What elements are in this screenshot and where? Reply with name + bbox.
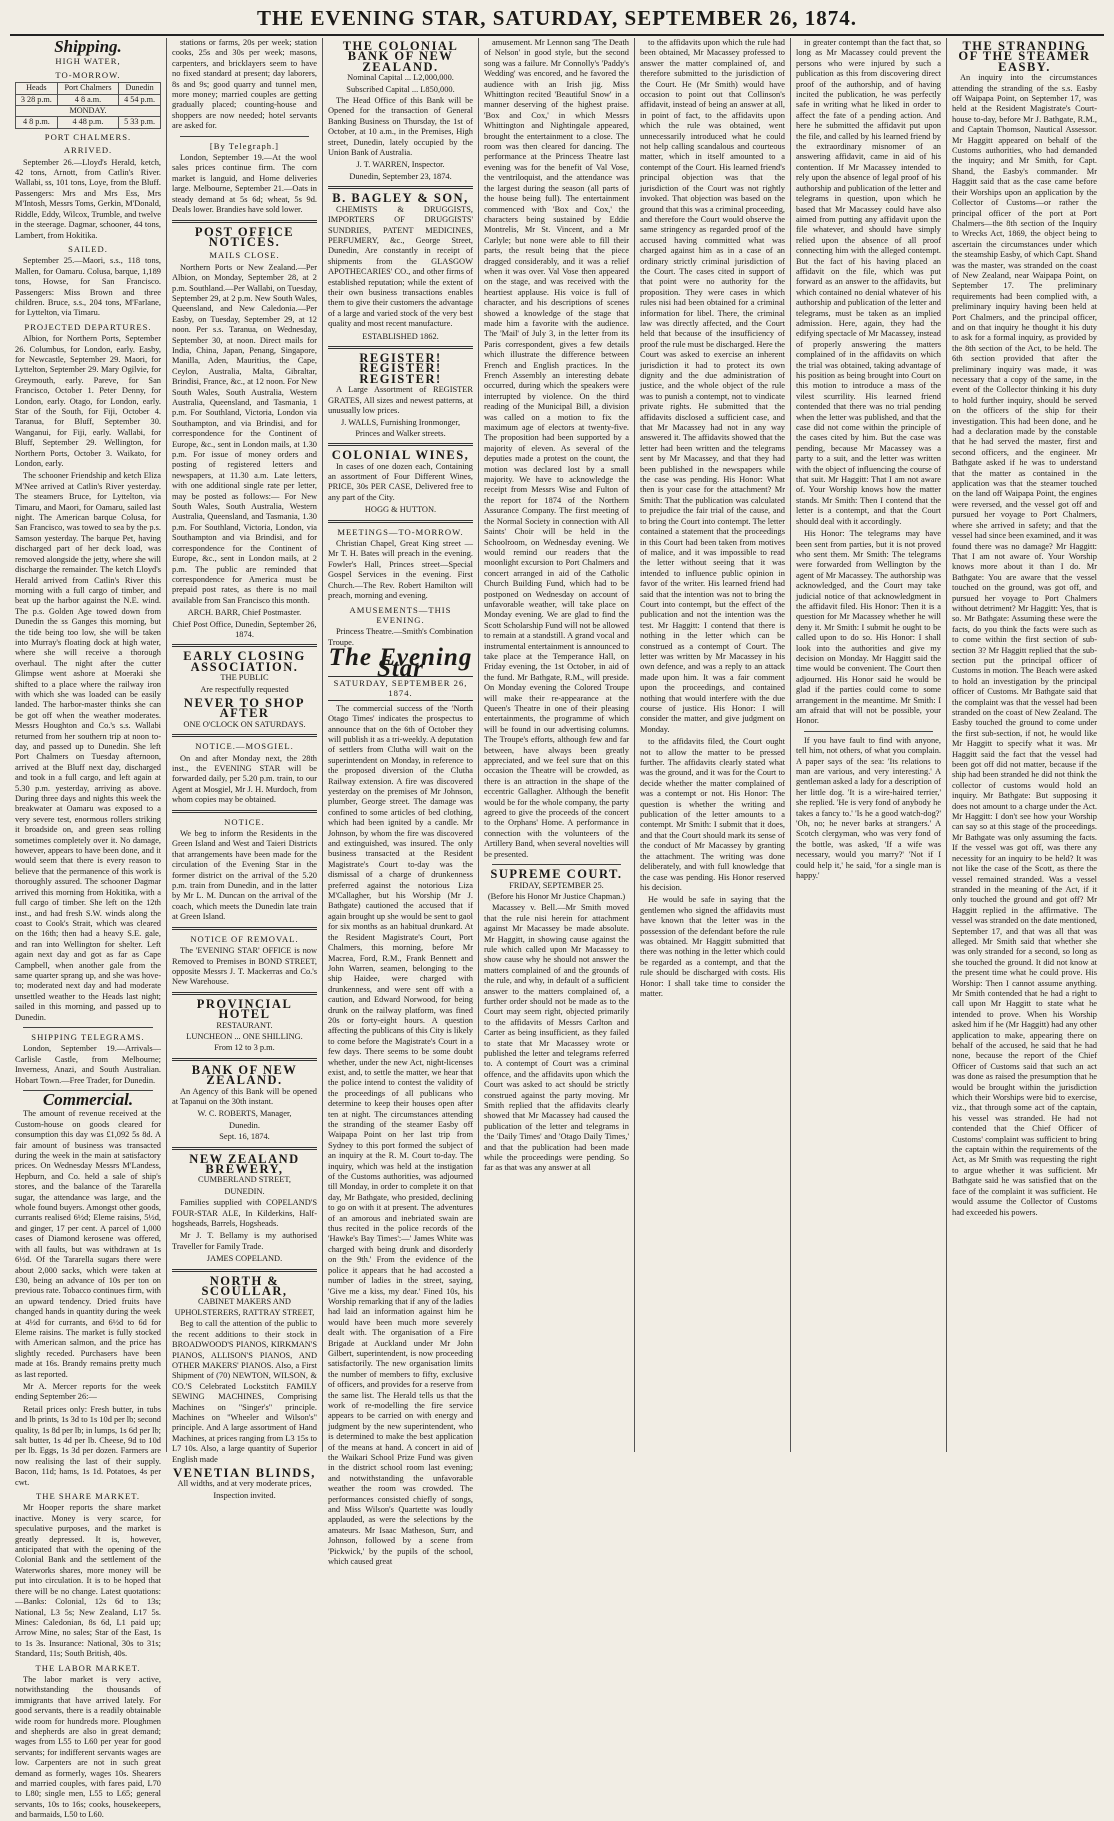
evening-star-banner: The Evening Star <box>328 644 473 682</box>
divider <box>172 1058 317 1061</box>
bagley-text: CHEMISTS & DRUGGISTS, IMPORTERS OF DRUGGISTS' SUNDRIES, PATENT MEDICINES, PERFUMERY, &c., George Street, Dunedin, Are constantly in receipt of shipments from the GLASGOW APOTHECARIES' CO., and other firms of established reputation; while the extent of their own business transactions enables them to give their customers the advantage of a large and varied stock of the very best quality and most recent manufacture. <box>328 204 473 329</box>
early-closing-line: Are respectfully requested <box>200 684 289 694</box>
colonial-bank-text: The Head Office of this Bank will be Opened for the transaction of General Banking Business on Thursday, the 1st of October, at 10 a.m., in the Premises, High street, Dunedin, lately occupied by the Union Bank of Australia. <box>328 96 473 158</box>
divider <box>172 644 317 647</box>
mails-close: MAILS CLOSE. <box>209 250 280 261</box>
labor-heading: THE LABOR MARKET. <box>35 1662 141 1673</box>
tide-cell: 5 33 p.m. <box>119 117 161 128</box>
post-office-text: Northern Ports or New Zealand.—Per Albion, on Monday, September 28, at 2 p.m. Southland.—Per Wallabi, on Tuesday, September 29, at 2 p.m. New South Wales, Queensland, and New Caledonia.—Per Easby, on Tuesday, September 29, at 12 noon. Per s.s. Taranua, on Wednesday, September 30, at noon. Direct mails for India, China, Japan, Penang, Singapore, Manilla, Aden, Mauritius, the Cape, Ceylon, Australia, Malta, Gibraltar, Brindisi, France, &c., at 12 noon. For New South Wales, South Australia, Western Australia, Queensland, and Tasmania, 1 p.m. For Southland, Victoria, London via Southampton, and via Brindisi, and for correspondence for the Continent of Europe, &c., sent in London mails, at 1.30 p.m. For issue of money orders and posting of registered letters and newspapers, at 11.30 a.m. Late letters, with one additional single rate per letter, may be posted as follows:— For New South Wales, South Australia, Western Australia, Queensland, and Tasmania, 1.30 p.m. For Southland, Victoria, London, via Southampton and via Brindisi, and for correspondence for the Continent of Europe, &c., sent in London mails, at 2 p.m. The public are reminded that correspondence for America must be prepaid post rates, as there is no mail available from San Francisco this month. <box>172 262 317 605</box>
easby-heading: THE STRANDING OF THE STEAMER EASBY. <box>958 39 1091 74</box>
register-heading: REGISTER! REGISTER! REGISTER! <box>359 350 442 386</box>
hotel-sub: RESTAURANT. <box>216 1020 273 1030</box>
arrived-text: September 26.—Lloyd's Herald, ketch, 42 tons, Arnott, from Catlin's River. Wallabi, ss, 101 tons, Loye, from the Bluff. Passengers: Mrs and Mrs Ess, Mrs M'Intosh, Messrs Toms, Gerkin, M'Donald, Riddle, Eddy, Wilcox, Trumble, and twelve in the steerage. Dagmar, schooner, 44 tons, Lambert, from Hokitika. <box>15 157 161 240</box>
telegraph-text: London, September 19.—At the wool sales prices continue firm. The corn market is languid, and Home deliveries large. Melbourne, September 21.—Oats in steady demand at 5s 6d; wheat, 5s 9d. Deals lower. Brandies have sold lower. <box>172 153 317 215</box>
colonial-bank-heading: THE COLONIAL BANK OF NEW ZEALAND. <box>342 39 459 74</box>
court-text: He would be safe in saying that the gentlemen who signed the affidavits must have known that the letter was in the possession of the defendant before the rule was obtained. Mr Haggitt submitted that there was nothing in the letter which could be regarded as a contempt, and that the rule should be discharged with costs. His Honor: I shall take time to consider the matter. <box>640 895 785 998</box>
post-sign: ARCH. BARR, Chief Postmaster. <box>187 608 302 618</box>
commercial-heading: Commercial. <box>42 1090 134 1109</box>
hotel-hours: From 12 to 3 p.m. <box>214 1043 275 1053</box>
easby-text: An inquiry into the circumstances attending the stranding of the s.s. Easby off Waipapa Point, on September 17, was held at the Resident Magistrate's Court-house to-day, before Mr J. Bathgate, R.M., and Captain Thomson, Nautical Assessor. Mr Haggitt appeared on behalf of the Customs authorities, who had demanded the inquiry; and Mr Smith, for Capt. Shand, the Easby's commander. Mr Haggitt said that as the case came before their Worships upon an application by the Collector of Customs—or rather the principal officer of the port at Port Chalmers—the 8th section of the Inquiry to Wrecks Act, 1869, the object being to ascertain the circumstances under which the steamship Easby, of which Capt. Shand was the master, was stranded on the coast of New Zealand, near Waipapa Point, on September 17. The preliminary requirements had been complied with, a preliminary inquiry having been held at Port Chalmers, and the principal officer, and on that inquiry he thought it his duty to ask for a formal inquiry, as provided by the 8th section of the Act, to be held. The 6th section provided that after the preliminary inquiry was made, it was necessary that a copy of the same, in the event of the Collector thinking it his duty to hold further inquiry, should be served on the officers of the ship for their investigation. This had been done, and he had a declaration made by the constable that he had served the master, first and second officers, and the engineer. Mr Bathgate asked if he was to understand that the matter as contained in the application was that the steamer touched on the land off Waipapa Point, the engines were reversed, and the vessel got off and pursued her voyage to Port Chalmers, where she arrived in safety; and that the vessel had since been examined, and it was found there was no damage? Mr Haggitt: That I am not aware of. Your Worship knows more about it than I do. Mr Bathgate: You are aware that the vessel touched on the ground, was got off, and pursued her voyage to Port Chalmers without detriment? Mr Haggitt: Yes, that is so. Mr Bathgate: Assuming these were the facts, do you think the facts were such as to come within the first section of sub-section 3? Mr Haggitt replied that the sub-section put the principal officer of Customs in motion. The Beach were asked to hold an investigation by the principal officer of Customs. Mr Bathgate said that the complaint was that the vessel had been stranded on the coast of New Zealand. The Easby touched the ground to come under the first sub-section, if not, he would like Mr Haggitt to specify what it was. Mr Haggitt said the fact that the vessel had been got off did not matter, because if the ship had been stranded he did not think the collector of customs would hold an inquiry. Mr Bathgate: But supposing it does not amount to a charge under the Act. Mr Haggitt: I don't see how your Worship can say so at this stage of the proceedings. Mr Bathgate was only assuming the facts. If the vessel was got off, was there any necessity for an inquiry to be held? It was not like the case of the Scott, as there the vessel remained stranded. Was a vessel stranded in the meaning of the Act, if it only touched the ground and got off? Mr Haggitt replied in the affirmative. The vessel was stranded on the date mentioned, September 17, and that was all that was alleged. Mr Smith said that whether she was only stranded for a second, so long as she touched the ground. It did not know at the present time what he could prove. His Worship: Then I cannot assume anything. Mr Smith contended that he had a right to call upon Mr Haggitt to state what he intended to prove. When his Worship asked him if he (Mr Haggitt) had any other application to make, appearing there on behalf of the accused, he said that he had none, because the report of the Chief Officer of Customs said that such an act was done as raised the presumption that he would be brought within the jurisdiction which their Worships were bid to exercise, viz., that through some act of the captain, his vessel was stranded. He had not contended that the Chief Officer of Customs' complaint was sufficient to bring the captain within the requirements of the Act, as Mr Smith was requesting the right to argue whether it was sufficient. Mr Bathgate said he was satisfied that on the face of the complaint it was sufficient. He would assume the Collector of Customs had exceeded his powers. <box>952 73 1097 1217</box>
removal-heading: NOTICE OF REMOVAL. <box>190 933 299 944</box>
telegraph-heading: [By Telegraph.] <box>209 140 280 151</box>
bank-date: Sept. 16, 1874. <box>219 1132 270 1142</box>
divider <box>172 992 317 995</box>
north-sub: CABINET MAKERS AND UPHOLSTERERS, RATTRAY STREET, <box>174 1297 315 1317</box>
early-closing-sub: THE PUBLIC <box>220 673 269 683</box>
tide-cell: 4 54 p.m. <box>119 94 161 105</box>
divider <box>172 810 317 813</box>
capital-nominal: Nominal Capital ... L2,000,000. <box>347 73 454 83</box>
divider <box>328 520 473 523</box>
news-continued: amusement. Mr Lennon sang 'The Death of Nelson' in good style, but the second song was a failure. Mr Connolly's 'Paddy's Wedding' was encored, and he favored the audience with an Irish jig. Miss Whittington recited 'Beautiful Snow' in a manner deserving of the highest praise. 'Box and Cox,' in which Messrs Whittington and Nightingale appeared, brought the entertainment to a close. The room was then cleared for dancing. The performance at the Princess Theatre last evening was for the benefit of Val Vose, the ventriloquist, and the attendance was the largest during the season (all parts of the house being full). The entertainment commenced with 'Box and Cox,' the characters being sustained by Eddie Montrelis, Mr St. Vincent, and a Mr Carlyle; but none were able to fill their parts, the result being that the piece dragged considerably, and it was a relief when it was over. Val Vose then appeared on the stage, and was received with the heartiest applause. His voice is full of character, and his descriptions of scenes showed a knowledge of the stage that made him a favorite with the audience. The 'Mail' of July 3, in the letter from its Paris correspondent, gives a few details which illustrate the difference between French and English practices. In the French Assembly an interesting debate occurred, during which the speakers were interrupted by violence. On the third reading of the Municipal Bill, a division was called on a motion to fix the maximum age of electors at twenty-five. The proposition had been supported by a majority of eleven. As several of the deputies made a protest on the count, the motion was declared lost by a small majority. We have to acknowledge the receipt from Messrs Wise and Fulton of the report for 1874 of the Northern Assurance Company. The first meeting of the Normal Society in connection with All Saints' Choir will be held in the Schoolroom, on Wednesday evening. We would remind our readers that the moonlight excursion to Port Chalmers and concert arranged in aid of the Catholic Church Building Fund, which had to be postponed on Wednesday on account of unfavorable weather, will take place on Monday evening. We are glad to find the Scott Scholarship Fund will not be allowed to remain at a standstill. A grand vocal and instrumental entertainment is announced to take place at the Temperance Hall, on Friday evening, the 1st October, in aid of the fund. Mr Bathgate, R.M., will preside. On Monday evening the Colored Troupe will make their re-appearance at the Queen's Theatre in one of their pleasing entertainments, the programme of which will be found in our advertising columns. The Troupe's efforts, although few and far between, have always been greatly appreciated, and we feel sure that on this occasion the Theatre will be crowded, as there is an attraction in the shape of the eccentric Gallagher. Although the benefit would be for the whole company, the party agreed to give the proceeds of the concert to the Orphans' Home. A performance in connection with the volunteers of the Artillery Band, when several novelties will be presented. <box>484 38 629 859</box>
amusements-heading: AMUSEMENTS—THIS EVENING. <box>349 604 452 625</box>
bagley-heading: B. BAGLEY & SON, <box>332 191 469 206</box>
telegrams-heading: SHIPPING TELEGRAMS. <box>31 1031 145 1042</box>
court-text: His Honor: The telegrams may have been sent from parties, but it is not proved who sent them. Mr Smith: The telegrams were forwarded from Wellington by the agent of Mr Macassey. The authorship was acknowledged, and the Court may take judicial notice of that acknowledgment in the affidavit filed. His Honor: Then it is a question for Mr Macassey whether he will deny it. Mr Smith: I submit he ought to be called upon to do so. His Honor: I shall look into the authorities and give my decision on Monday. Mr Haggitt said the time would be convenient. The Court then adjourned. His Honor said he would be glad if the parties could come to some arrangement in the meantime. Mr Smith: I am afraid that will not be possible, your Honor. <box>796 529 941 726</box>
hotel-heading: PROVINCIAL HOTEL <box>196 996 293 1022</box>
column-4 <box>478 38 634 1452</box>
amusements-text: Princess Theatre.—Smith's Combination Troupe. <box>328 627 473 647</box>
supreme-court-before: (Before his Honor Mr Justice Chapman.) <box>487 891 626 901</box>
tide-cell: 3 28 p.m. <box>16 94 58 105</box>
colonial-bank-date: Dunedin, September 23, 1874. <box>349 171 452 181</box>
post-office-heading: POST OFFICE NOTICES. <box>194 224 295 249</box>
divider <box>492 864 621 865</box>
notice-heading: NOTICE. <box>224 816 265 827</box>
divider <box>180 136 309 137</box>
early-closing-line: NEVER TO SHOP AFTER <box>183 695 306 721</box>
lead-text: The commercial success of the 'North Otago Times' indicates the prospectus to announce that on the 6th of October they will publish it as a tri-weekly. A deputation of settlers from Clutha will wait on the superintendent on Monday, in reference to the proposed diversion of the Clutha Railway extension. A fire was discovered yesterday on the premises of Mr Johnson, plumber, George street. The damage was confined to some articles of bed clothing, which had been ignited by a candle. Mr Johnson, by whom the fire was discovered and extinguished, was insured. The only business transacted at the Resident Magistrate's Court to-day was the dismissal of a charge of drunkenness preferred against the notorious Liza M'Callagher, but his Worship (Mr J. Bathgate) cautioned the accused that if again brought up she would be sent to gaol for six months as an habitual drunkard. At the Resident Magistrate's Court, Port Chalmers, this morning, before Mr Macrea, Ford, R.M., Frank Bennett and John Warren, seamen, belonging to the ship Haidee, were charged with drunkenness, and were sent off with a caution, and Edward Norwood, for being drunk on the railway platform, was fined 20s or forty-eight hours. A question affecting the publicans of this City is likely to come before the Magistrate's Court in a few days. There seems to be some doubt whether, under the new Act, night-licenses exist, and, to settle the matter, we hear that the police intend to contest the validity of the proceedings of all publicans who determine to keep their houses open after ten at night. The circumstances attending the stranding of the steamer Easby off Waipapa Point on her last trip from Sydney to this port formed the subject of an inquiry at the R. M. Court to-day. The inquiry, which was held at the instigation of the Customs authorities, was adjourned till Monday, in order to complete it on that day, Mr Bathgate, who presided, declining to go on with it at present. The adventures of an amorous and inebriated swain are thus recited in the police records of the 'Hawke's Bay Times':—' James White was charged with being drunk and disorderly on the 9th.' From the evidence of the police it appears that he had accosted a number of ladies in the street, saying, 'Give me a kiss, my dear.' Fined 10s, his Worship remarking that if any of the ladies had laid an information against him he would have been much more severely dealt with. The organisation of a Fire Brigade at Auckland under Mr John Gilbert, superintendent, is now proceeding satisfactorily. The new organisation limits the number of members to fifty, exclusive of officers, and provides for a reserve from the same list. The Herald tells us that the work of re-modelling the fire service appears to be carried on with energy and judgment by the new superintendent, who is determined to make the best application of the means at hand. A concert in aid of the Waikari School Prize Fund was given in the district school room last evening; and notwithstanding the unfavorable weather the room was crowded. The performances consisted chiefly of songs, and Miss Wilson's Quartette was loudly applauded, as were the selections by the amateurs. Mr Isaac Matheson, Surr, and Johnson, followed by a scene from 'Pickwick,' by the pupils of the school, which caused great <box>328 703 473 1567</box>
colonial-bank-sign: J. T. WARREN, Inspector. <box>356 160 445 170</box>
high-water-heading: HIGH WATER, <box>55 56 121 67</box>
share-heading: THE SHARE MARKET. <box>36 1491 140 1502</box>
divider <box>172 1147 317 1150</box>
tide-cell: 4 8 p.m. <box>16 117 58 128</box>
hotel-lunch: LUNCHEON ... ONE SHILLING. <box>186 1031 303 1041</box>
column-2 <box>166 38 322 1500</box>
divider <box>328 346 473 349</box>
supreme-court-heading: SUPREME COURT. <box>490 867 623 882</box>
dateline: SATURDAY, SEPTEMBER 26, 1874. <box>328 676 473 701</box>
meetings-heading: MEETINGS—TO-MORROW. <box>337 526 464 537</box>
bank-text: An Agency of this Bank will be opened at Tapanui on the 30th instant. <box>172 1086 317 1106</box>
notice-text: We beg to inform the Residents in the Green Island and West and Taieri Districts that arrangements have been made for the circulation of the Evening Star in the former district on the arrival of the 5.20 p.m. train from Dunedin, and in the latter by Mr L. M. Duncan on the arrival of the coach, which meets the Dunedin late train at Green Island. <box>172 829 317 922</box>
miscellany-text: If you have fault to find with anyone, tell him, not others, of what you complain. A paper says of the sea: 'Its relations to man are various, and very interesting.' A gentleman asked a lady for a description of her little dog. 'It is a wire-haired terrier,' she replied. 'He is very fond of anybody he takes a fancy to.' 'Is he a good watch-dog?' 'Oh, no; he never barks at strangers.' A Scotch clergyman, who was very fond of the bottle, was asked, 'If a wife was necessary, would you marry?' 'Not if I could help it,' he said, 'for a single man is happy.' <box>796 735 941 881</box>
register-sign: J. WALLS, Furnishing Ironmonger, Princes and Walker streets. <box>340 418 461 438</box>
columns <box>10 37 1104 1820</box>
brewery-heading: NEW ZEALAND BREWERY, <box>189 1151 300 1176</box>
early-closing-heading: EARLY CLOSING ASSOCIATION. <box>183 649 306 674</box>
divider <box>172 220 317 223</box>
bank-heading: BANK OF NEW ZEALAND. <box>191 1062 298 1088</box>
tide-monday: MONDAY. <box>16 106 161 117</box>
sailed-heading: SAILED. <box>68 243 108 254</box>
mercer-text: Retail prices only: Fresh butter, in tubs and lb prints, 1s 3d to 1s 10d per lb; second quality, 1s 8d per lb; in lumps, 1s 6d per lb; salt butter, 1s 4d per lb. Cheese, 9d to 10d per lb. Eggs, 1s 3d per dozen. Farmers are now realising the last of their supply. Bacon, 11d; hams, 1s 1d. Potatoes, 4s per cwt. <box>15 1404 161 1487</box>
post-date: Chief Post Office, Dunedin, September 26, 1874. <box>172 619 317 639</box>
share-text: Mr Hooper reports the share market inactive. Money is very scarce, for speculative purposes, and the market is greatly depressed. It is, however, anticipated that with the opening of the Colonial Bank and the settlement of the Waterworks shares, more money will be put into circulation. It is to be hoped that there will be no change. Latest quotations:—Banks: Colonial, 12s 6d to 13s; National, L3 5s; New Zealand, L17 5s. Mines: Caledonian, 8s 6d, L1 paid up; Arrow Mine, no sales; Star of the East, 1s to 1s 3s. Insurance: National, 30s to 31s; Standard, 11s; South British, 40s. <box>15 1503 161 1659</box>
divider <box>804 731 933 732</box>
column-1 <box>10 37 166 1820</box>
projected-heading: PROJECTED DEPARTURES. <box>24 321 152 332</box>
brewery-text: Families supplied with COPELAND'S FOUR-STAR ALE, In Kilderkins, Half-hogsheads, Barrels, Hogsheads. <box>172 1198 317 1229</box>
divider <box>23 1027 153 1028</box>
wines-text: In cases of one dozen each, Containing an assortment of Four Different Wines, PRICE, 30s PER CASE, Delivered free to any part of the City. <box>328 461 473 502</box>
tide-head-heads: Heads <box>16 83 58 94</box>
mosgiel-text: On and after Monday next, the 28th inst., the EVENING STAR will be forwarded daily, per 5.20 p.m. train, to our Agent at Mosgiel, Mr J. H. Murdoch, from whom copies may be obtained. <box>172 753 317 805</box>
tide-head-port: Port Chalmers <box>57 83 119 94</box>
inspection-text: Inspection invited. <box>213 1490 276 1500</box>
tide-cell: 4 48 p.m. <box>57 117 119 128</box>
projected-text: Albion, for Northern Ports, September 26. Columbus, for London, early. Easby, for Newcastle, September 29. Maori, for Lyttelton, September 29. Mary Ogilvie, for Greymouth, early. Pareve, for San Francisco, October 1. Peter Denny, for London, early. Otago, for London, early. Star of the South, for Fiji, October 4. Taranua, for Bluff, September 30. Wanganui, for Fiji, early. Wallabi, for Bluff, September 29. Wellington, for Northern Ports, October 3. Waikato, for London, early. <box>15 334 161 469</box>
masthead-rule <box>10 34 1104 36</box>
divider <box>172 734 317 737</box>
supreme-court-text: Macassey v. Bell.—Mr Smith moved that the rule nisi herein for attachment against Mr Macassey be made absolute. Mr Haggitt, in showing cause against the rule which called upon Mr Macassey to show cause why he should not answer the matters complained of and the grounds of the rule, and why, in default of a sufficient answer to the matters complained of, a further order should not be made as to the Court may seem right, objected primarily to the affidavits of Messrs Carlton and Carter as being insufficient, as they failed to state that Mr Macassey wrote or published the letter and telegrams referred to. A contempt of Court was a criminal offence, and the affidavits upon which the Court was asked to act should be strictly construed against the party moving. Mr Smith replied that the affidavits clearly showed that Mr Macassey had caused the publication of the letter and telegrams in the 'Daily Times' and 'Otago Daily Times,' and that the publication had been made while the proceedings were pending. So far as that was any answer at all <box>484 903 629 1173</box>
brewery-city: DUNEDIN. <box>224 1186 265 1196</box>
divider <box>328 443 473 446</box>
masthead: THE EVENING STAR, SATURDAY, SEPTEMBER 26, 1874. <box>256 6 858 30</box>
arrived-heading: ARRIVED. <box>63 145 113 156</box>
column-3 <box>322 38 478 1567</box>
mercer-heading: Mr A. Mercer reports for the week ending September 26:— <box>15 1381 161 1402</box>
shipping-text: The schooner Friendship and ketch Eliza M'Nee arrived at Catlin's River yesterday. The steamers Bruce, for Lyttelton, via Timaru, and Maori, for Oamaru, sailed last night. The American barque Colusa, for San Francisco, was towed to sea by the p.s. Samson yesterday. The barque Pet, having discharged part of her deck load, was removed alongside the jetty, where she will discharge the remainder. The ketch Lloyd's Herald arrived from Catlin's River this morning with a full cargo of timber, and beat up the harbor against the N.E. wind. The p.s. Golden Age towed down from Dunedin the ss Ganges this morning, but the tide being too low, she will be taken into Murray's floating dock at high water, where she will receive a thorough overhaul. The night after the cutter Glimpse went ashore at Moeraki she shifted to a place where the railway iron with which she was loaded can be easily landed. The harbor-master thinks she can be got off when the weather moderates. Messrs Houghton and Co.'s s.s. Wallabi returned from her southern trip at noon to-day, and passed up to Dunedin. She left Port Chalmers on Tuesday afternoon, arrived at the Bluff next day, discharged and took in a full cargo, and left again at 5.30 p.m. yesterday, arriving as above. During three days and nights this week the breakwater at Oamaru was exposed to a very severe test, enormous rollers striking it broadside on, and green seas rolling sometimes completely over it. No damage, however, appears to have been done, and it would seem that there is every reason to believe that the permanence of this work is thoroughly assured. The schooner Dagmar arrived this morning from Hokitika, with a full cargo of timber. She left on the 12th inst., and had fresh S.W. winds along the coast to Cook's Strait, which was cleared on the 16th; then had a heavy S.E. gale, and ran into Wellington for shelter. Left again next day and got as far as Cape Campbell, when another gale from the same quarter sprang up, and she was hove-to; moderated next day and had moderate unsettled weather to the Heads last night; sailed in this morning, and passed up to Dunedin. <box>15 471 161 1022</box>
early-closing-line: ONE O'CLOCK ON SATURDAYS. <box>183 719 306 729</box>
telegrams-text: London, September 19.—Arrivals—Carlisle Castle, from Melbourne; Inverness, Anazi, and South Australian. Hobart Town.—Free Trader, for Dunedin. <box>15 1044 161 1085</box>
divider <box>172 927 317 930</box>
column-5 <box>634 38 790 1452</box>
register-text: A Large Assortment of REGISTER GRATES, All sizes and newest patterns, at unusually low prices. <box>328 385 473 415</box>
meetings-text: Christian Chapel, Great King street — Mr T. H. Bates will preach in the evening. Fowler's Hall, Princes street—Special Gospel Services in the evening. First Church.—The Rev. Robert Hamilton will preach, morning and evening. <box>328 539 473 601</box>
north-heading: NORTH & SCOULLAR, <box>201 1273 288 1299</box>
brewery-sign: JAMES COPELAND. <box>206 1254 283 1264</box>
sailed-text: September 25.—Maori, s.s., 118 tons, Mallen, for Oamaru. Colusa, barque, 1,189 tons, Howse, for San Francisco. Passengers: Miss Brown and three children. Bruce, s.s., 204 tons, M'Farlane, for Lyttelton, via Timaru. <box>15 256 161 318</box>
tide-head-dunedin: Dunedin <box>119 83 161 94</box>
blinds-text: All widths, and at very moderate prices, <box>177 1479 312 1489</box>
removal-text: The 'EVENING STAR' OFFICE is now Removed to Premises in BOND STREET, opposite Messrs J. T. Mackerras and Co.'s New Warehouse. <box>172 946 317 987</box>
shipping-heading: Shipping. <box>54 37 122 56</box>
bagley-established: ESTABLISHED 1862. <box>362 331 439 341</box>
court-text: in greater contempt than the fact that, so long as Mr Macassey could prevent the persons who were injured by such a publication as this from discovering direct proof of the authorship, and of having incited the publication, he was perfectly safe in writing what he liked in order to affect the fate of a pending action. And here he submitted the affidavit put upon the file, and called by his learned friend by the extraordinary misnomer of an answering affidavit, came in aid of his contention. If Mr Macassey intended to rely upon the absence of legal proof of his authorship and publication of the letter and telegrams in question, upon which he based that Mr Macassey could have also aimed from putting any affidavit upon the file whatever, and should have simply relied upon the absence of all proof connecting him with the alleged contempt. But the fact of his having placed an affidavit on the file, which was put forward as an answer to the affidavits, but which contained no denial whatever of his authorship and publication of the letter and telegrams, must be taken as an implied admission. Here, again, they had the edifying spectacle of Mr Macassey, instead of properly answering the matters complained of in the affidavits on which the trial was obtained, taking advantage of his position as being brought into Court on this motion to introduce a mass of the vilest scurrility. His learned friend contended that there was no trial pending when the letter was published, and that the case did not come within the principle of the cases cited by him. But the case was pending, because Mr Macassey was a party to a suit, and the letter was written with the object of influencing the course of that suit. Mr Haggitt: That I am not aware of. Your Worship knows how the matter stands. Mr Smith: Then I contend that the letter is a contempt, and that the Court should deal with it accordingly. <box>796 38 941 526</box>
divider <box>328 186 473 189</box>
tide-table <box>15 82 161 129</box>
commercial-text: The amount of revenue received at the Custom-house on goods cleared for consumption this day was £1,092 5s 8d. A fair amount of business was transacted during the week in the main at satisfactory prices. On Wednesday Messrs M'Landess, Hepburn, and Co. held a sale of ship's stores, and the balance of the Tararella sugar, the attendance was large, and the whole found buyers. Amongst other goods, currants realised 6½d; Eleme raisins, 5½d, and ginger, 17 per cent. A parcel of 1,000 cases of Diamond kerosene was offered, with all faults, but was withdrawn at 1s 6½d. Of the Tararella sugars there were about 2,000 sacks, which were taken at £30, being an advance of 10s per ton on previous rate. Tobacco continues firm, with an upward tendency. Dried fruits have changed hands in quantity during the week at 4½d for currants, and 6½d to 6d for Eleme raisins. The market is fully stocked with American salmon, and the price has slightly receded. Purchasers have been made at 16s. Brandy remains pretty much as last reported. <box>15 1109 161 1379</box>
bank-sign: W. C. ROBERTS, Manager, <box>197 1109 292 1119</box>
divider <box>172 1269 317 1272</box>
supreme-court-date: FRIDAY, SEPTEMBER 25. <box>509 880 604 890</box>
tide-cell: 4 8 a.m. <box>57 94 119 105</box>
port-chalmers-heading: PORT CHALMERS. <box>44 131 132 142</box>
wines-heading: COLONIAL WINES, <box>331 448 470 463</box>
court-text: to the affidavits filed, the Court ought not to allow the matter to be pressed further. The affidavits clearly stated what was the ground, and it was for the Court to decide whether the matter complained of was a contempt or not. His Honor: The question is whether the writing and publication of the letter amounts to a contempt. Mr Smith: I submit that it does, and that the Court should mark its sense of the conduct of Mr Macassey by granting the attachment. The writing was done deliberately, and with full knowledge that the case was pending. His Honor reserved his decision. <box>640 737 785 892</box>
capital-subscribed: Subscribed Capital ... L850,000. <box>346 84 455 94</box>
north-text: Beg to call the attention of the public to the recent additions to their stock in BROADWOOD'S PIANOS, KIRKMAN'S PIANOS, ALLISON'S PIANOS, AND OTHER MAKERS' PIANOS. Also, a First Shipment of (70) NEWTON, WILSON, & CO.'S Celebrated Lockstitch FAMILY SEWING MACHINES, Comprising Machines on "Singer's" principle. Machines on "Wheeler and Wilson's" principle. And A large assortment of Hand Machines, at prices ranging from L3 15s to L7 10s. Also, a large quantity of Superior English made <box>172 1319 317 1464</box>
column-7 <box>946 38 1102 1452</box>
high-water-sub: TO-MORROW. <box>55 69 121 80</box>
mosgiel-heading: NOTICE.—MOSGIEL. <box>195 741 294 752</box>
column-6 <box>790 38 946 1452</box>
bank-place: Dunedin. <box>229 1120 260 1130</box>
wines-sign: HOGG & HUTTON. <box>364 505 437 515</box>
blinds-heading: VENETIAN BLINDS, <box>173 1465 316 1480</box>
labor-continued: stations or farms, 20s per week; station cooks, 25s and 30s per week; masons, carpenters, and bricklayers seem to have no fixed standard at present; day laborers, 8s and 9s; good quarry and tunnel men, more money; married couples are getting gradually placed; counting-house and shoppers are now needed; hotel servants are asked for. <box>172 38 317 131</box>
court-text: to the affidavits upon which the rule had been obtained, Mr Macassey professed to answer the matter complained of, and therefore submitted to the jurisdiction of the Court. He (Mr Smith) would have occasion to point out that Collinson's affidavit, instead of being an answer at all, in point of fact, to the affidavits upon which the rule was obtained, went unnecessarily introduced what he could not help calling scandalous and courteous matter, which in itself amounted to a contempt of the Court. His learned friend's principal objection was that the jurisdiction of the Court was not rightly invoked. That objection was based on the ground that this was a criminal proceeding, and therefore the Court would observe the same stringency as regarded proof of the accused having committed what was charged against him as in a case of an ordinary strictly criminal jurisdiction of the Court. The cases cited in support of that point were no authority for the proposition. They were cases in which rules nisi had been obtained for a criminal information for libel. There, the criminal law was directly affected, and the Court held that because of the insufficiency of proof the rule must be discharged. Here the Court was asked to exercise an inherent jurisdiction it had to protect its own dignity and the due administration of justice, and the whole object of the rule was to punish a contempt, not to vindicate private rights. He submitted that the affidavits disclosed a sufficient case, and that Mr Macassey had not in any way answered it. The affidavits showed that the letter had been written and the telegrams sent by Mr Macassey, and that they had been published in the newspapers while the case was pending. His Honor: What then is your case for the attachment? Mr Smith: That the publication was calculated to prejudice the fair trial of the cause, and to bring the Court into contempt. The letter contained a statement that the proceedings in this Court had been taken from motives of malice, and it was impossible to read the letter without seeing that it was intended to influence public opinion in favor of the writer. His learned friend had said that the intention was not to bring the Court into contempt, but the effect of the publication and not the intention was the test. Mr Haggitt: I contend that there is nothing in the letter which can be construed as a contempt of Court. The letter was written by Mr Macassey in his own defence, and was a reply to an attack made upon him. It was a fair comment upon the proceedings, and contained nothing that would interfere with the due course of justice. His Honor: I will consider the matter, and give judgment on Monday. <box>640 38 785 734</box>
brewery-street: CUMBERLAND STREET, <box>198 1175 291 1185</box>
brewery-agent: Mr J. T. Bellamy is my authorised Traveller for Family Trade. <box>172 1231 317 1251</box>
labor-text: The labor market is very active, notwithstanding the thousands of immigrants that have arrived lately. For good servants, there is a readily obtainable wide room for hundreds more. Ploughmen and shepherds are also in great demand; wages from L55 to L60 per year for good servants; for indifferent servants wages are low. Carpenters are not in such great demand as formerly, wages 10s. Shearers and married couples, with fares paid, L70 to L80; single men, L55 to L65; general servants, 10s to 16s; cooks, housekeepers, and barmaids, L50 to L60. <box>15 1674 161 1820</box>
